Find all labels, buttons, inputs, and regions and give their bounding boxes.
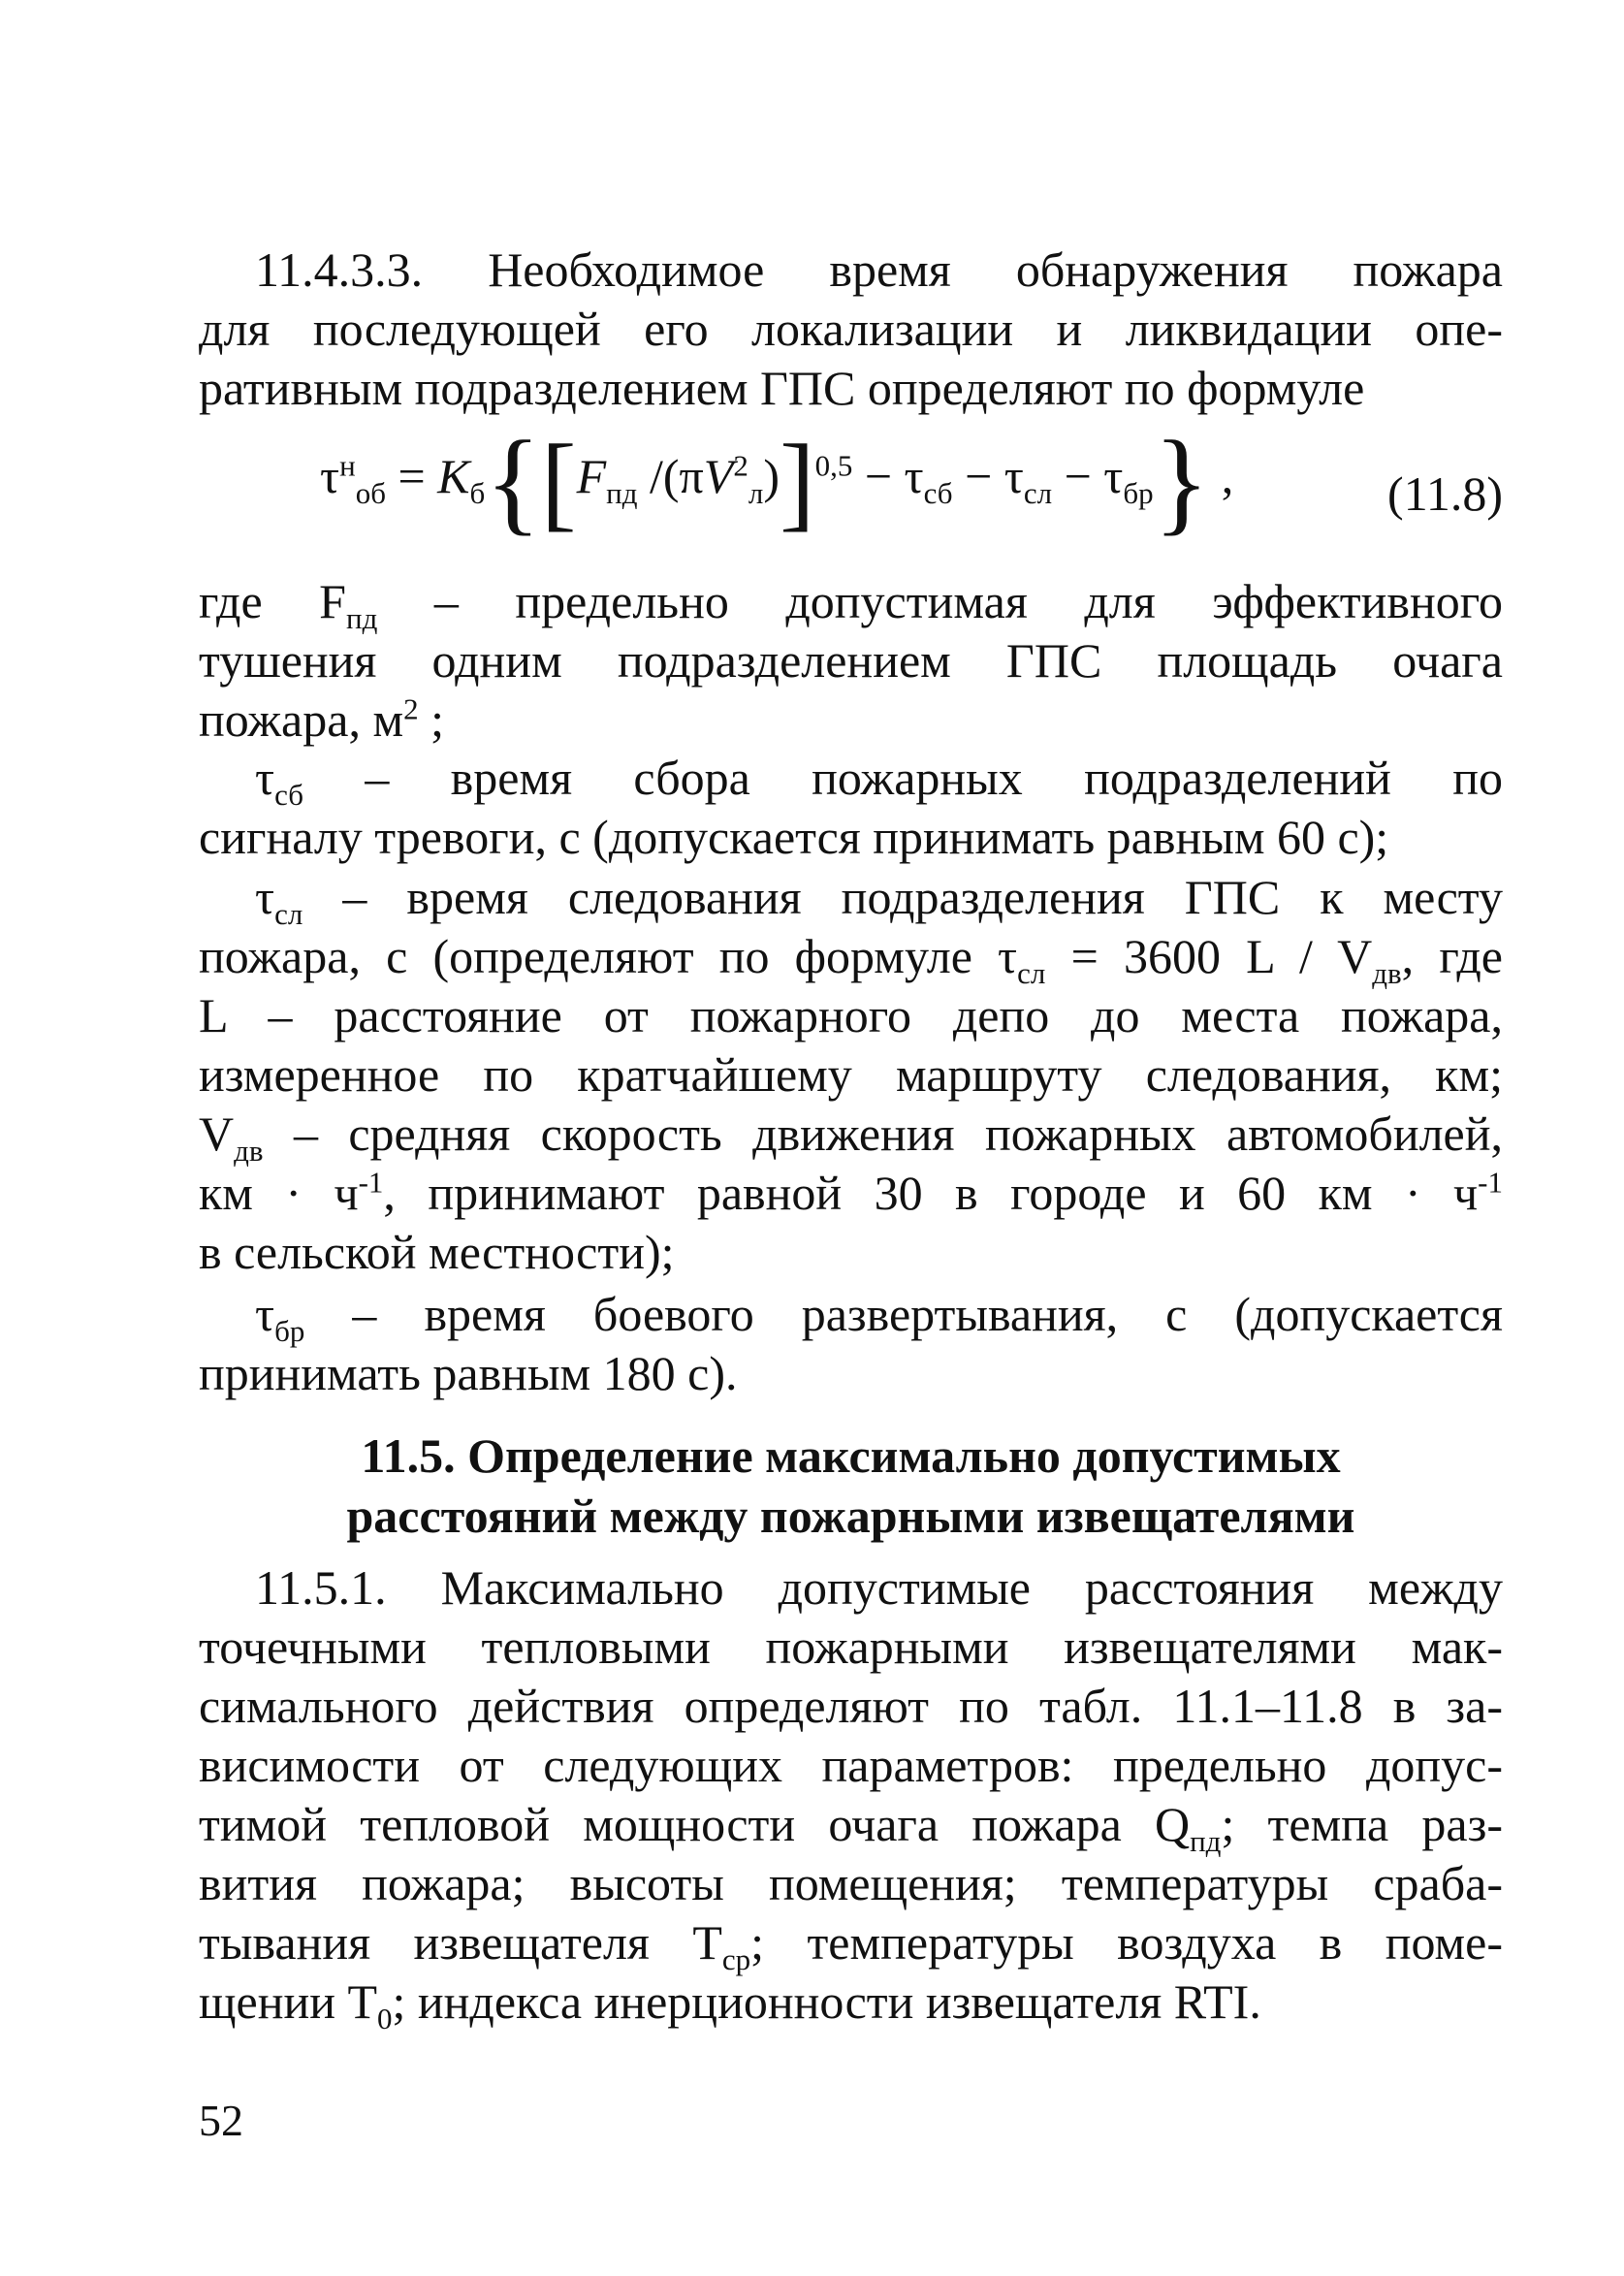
definition-tsb [199,749,1503,867]
text-line: пожара, с (определяют по формуле $\tau_{сл} = 3600$ L / $V_{дв}$, где [199,929,1503,990]
text-line: $\tau_{сл}$ – время следования подразделения ГПС к месту [255,870,1503,931]
formula-number: (11.8) [1387,466,1503,521]
text-line: точечными тепловыми пожарными извещателями мак- [199,1619,1503,1674]
text-line: сигналу тревоги, с (допускается принимать равным 60 с); [199,810,1389,864]
text-line: $\tau_{сб}$ – время сбора пожарных подразделений по [255,751,1503,812]
definition-fpd [199,572,1503,750]
text-line: $\tau_{бр}$ – время боевого развертывания, с (допускается [255,1287,1503,1348]
text-line: в сельской местности); [199,1225,675,1279]
text-line: для последующей его локализации и ликвидации опе- [199,302,1503,356]
text-line: $V_{дв}$ – средняя скорость движения пожарных автомобилей, [199,1106,1503,1168]
definition-tbr [199,1285,1503,1403]
text-line: где $F_{пд}$ – предельно допустимая для эффективного [199,574,1503,635]
text-line: пожара, $м^2$ ; [199,691,444,747]
formula-body: $\tau^н_{об} = K_б\{[F_{пд}$ $/(\pi V^2_л)]^{0,5} - \tau_{сб} - \tau_{сл} - \tau_{бр}$} , [320,416,1234,546]
text-line: L – расстояние от пожарного депо до места пожара, [199,988,1503,1042]
text-line: 11.4.3.3. Необходимое время обнаружения пожара [255,242,1503,297]
text-line: измеренное по кратчайшему маршруту следования, км; [199,1047,1503,1102]
section-paragraph [199,1558,1503,2036]
text-line: км · $ч^{-1}$, принимают равной 30 в городе и 60 км · $ч^{-1}$ [199,1165,1503,1220]
text-line: ративным подразделением ГПС определяют по формуле [199,361,1365,415]
text-line: тывания извещателя $T_{ср}$; температуры воздуха в поме- [199,1915,1503,1976]
intro-paragraph [199,240,1503,418]
text-line: вития пожара; высоты помещения; температуры сраба- [199,1856,1503,1910]
heading-line: расстояний между пожарными извещателями [346,1489,1355,1543]
text-line: щении $T_0$; индекса инерционности извещателя RTI. [199,1974,1261,2036]
definition-tsl [199,868,1503,1282]
text-line: симального действия определяют по табл. 11.1–11.8 в за- [199,1679,1503,1733]
formula-11-8 [320,409,1513,564]
right-bracket: ] [779,422,815,541]
left-bracket: [ [540,422,577,541]
text-line: принимать равным 180 с). [199,1346,738,1400]
heading-line: 11.5. Определение максимально допустимых [361,1428,1341,1483]
page-number: 52 [199,2096,243,2145]
text-line: 11.5.1. Максимально допустимые расстояния между [255,1560,1503,1615]
section-heading [199,1426,1503,1546]
text-line: висимости от следующих параметров: предельно допус- [199,1738,1503,1792]
right-brace: } [1153,416,1210,546]
text-line: тимой тепловой мощности очага пожара $Q_{пд}$; темпа раз- [199,1797,1503,1858]
text-line: тушения одним подразделением ГПС площадь очага [199,633,1503,688]
left-brace: { [485,416,541,546]
